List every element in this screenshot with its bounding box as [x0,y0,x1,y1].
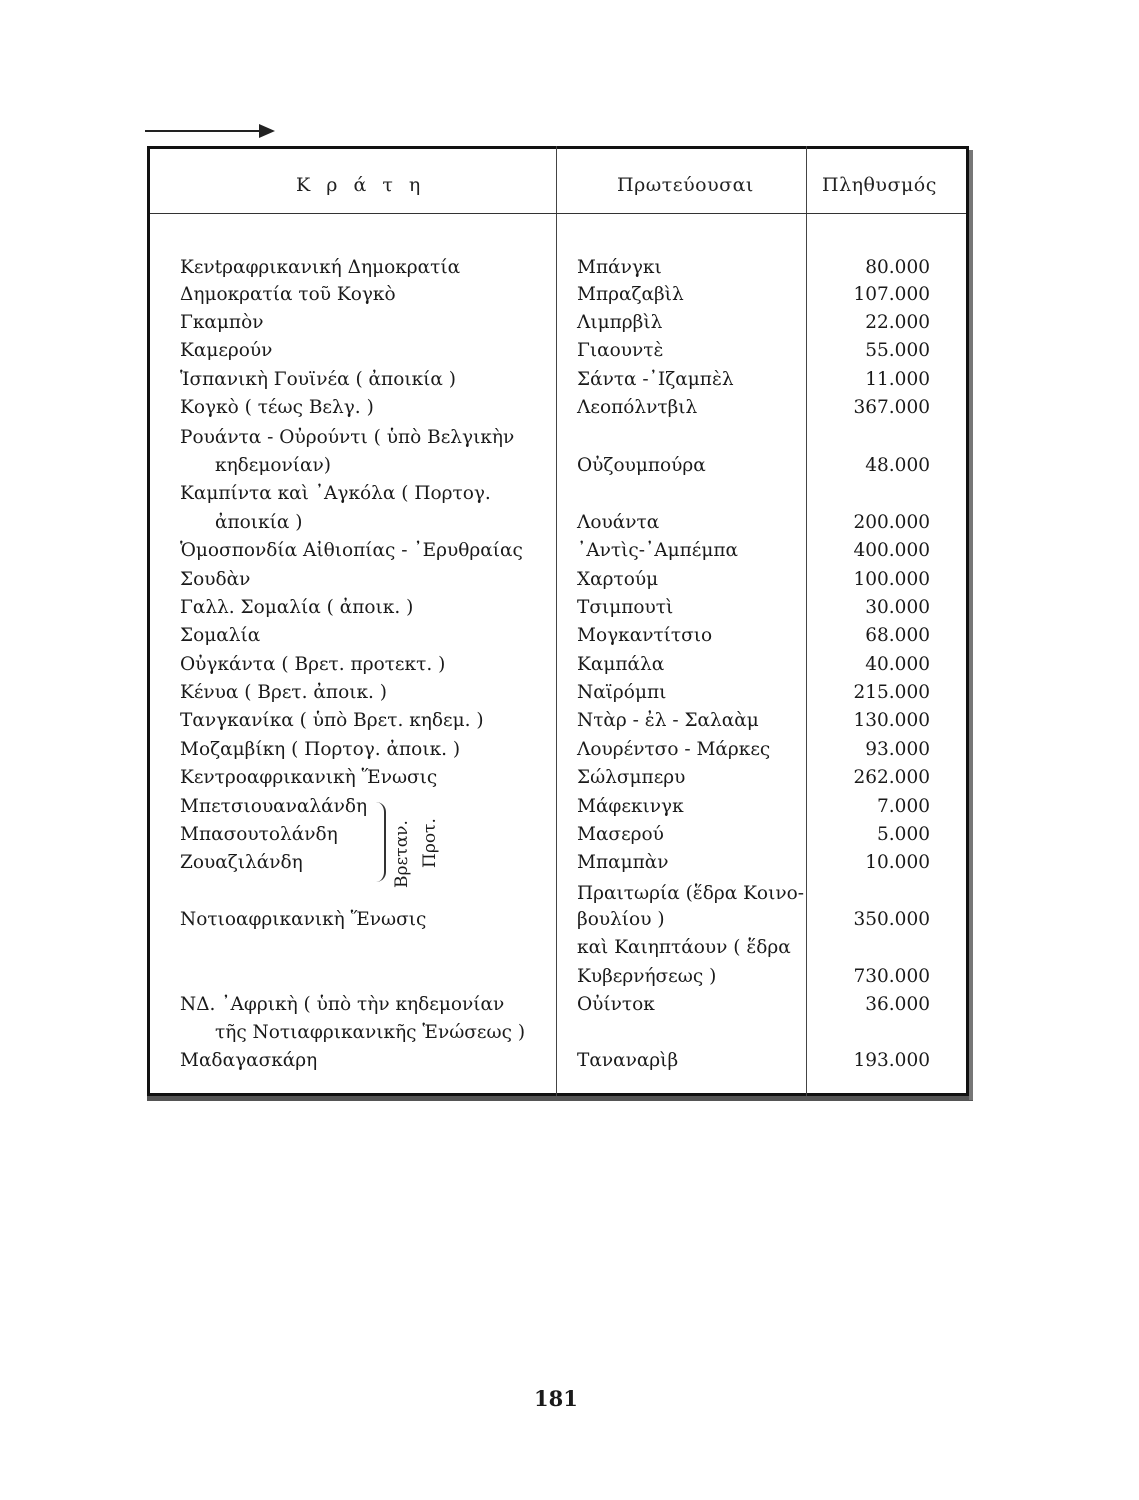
arrow-icon [145,124,275,138]
capital-cell: βουλίου ) [577,909,665,930]
table-row [0,651,1139,679]
table-row [0,906,1139,934]
state-cell: Καμερούν [180,340,273,361]
state-cell: ΝΔ. ᾿Αφρικὴ ( ὑπὸ τὴν κηδεμονίαν [180,994,505,1015]
table-row [0,679,1139,707]
population-cell: 100.000 [853,569,930,590]
state-cell: Σουδὰν [180,569,251,590]
capital-cell: Σώλσμπερυ [577,767,686,788]
state-cell: Καμπίντα καὶ ᾿Αγκόλα ( Πορτογ. [180,483,491,504]
state-cell: Γκαμπὸν [180,312,264,333]
population-cell: 7.000 [877,796,930,817]
capital-cell: Μασερού [577,824,664,845]
state-cell: ἀποικία ) [215,512,303,533]
population-cell: 193.000 [853,1050,930,1071]
population-cell: 130.000 [853,710,930,731]
table-row [0,594,1139,622]
state-cell: Ρουάντα - Οὐρούντι ( ὑπὸ Βελγικὴν [180,427,515,448]
table-row [0,480,1139,508]
table-row [0,537,1139,565]
population-cell: 107.000 [853,284,930,305]
population-cell: 215.000 [853,682,930,703]
state-cell: Ὁμοσπονδία Αἰθιοπίας - ᾿Ερυθραίας [180,540,523,561]
capital-cell: Λουάντα [577,512,660,533]
table-row [0,394,1139,422]
capital-cell: Ντὰρ - ἐλ - Σαλαὰμ [577,710,759,731]
state-cell: Τανγκανίκα ( ὑπὸ Βρετ. κηδεμ. ) [180,710,484,731]
capital-cell: Μπάνγκι [577,257,662,278]
table-row [0,366,1139,394]
state-cell: Κενtραφρικανική Δημοκρατία [180,257,461,278]
population-cell: 48.000 [865,455,930,476]
state-cell: Μπασουτολάνδη [180,824,338,845]
capital-cell: Μπαμπὰν [577,852,669,873]
table-row [0,254,1139,282]
capital-cell: ᾿Αντὶς-᾿Αμπέμπα [577,540,739,561]
state-cell: Σομαλία [180,625,261,646]
state-cell: Μοζαμβίκη ( Πορτογ. ἀποικ. ) [180,739,461,760]
table-row [0,566,1139,594]
state-cell: κηδεμονίαν) [215,455,331,476]
capital-cell: Οὐίντοκ [577,994,655,1015]
table-row [0,793,1139,821]
table-row [0,764,1139,792]
table-shadow-bottom [147,1096,973,1101]
capital-cell: Σάντα -᾿Ιζαμπὲλ [577,369,734,390]
capital-cell: Χαρτούμ [577,569,659,590]
capital-cell: Μογκαντίτσιο [577,625,713,646]
table-row [0,309,1139,337]
table-row [0,509,1139,537]
table-row [0,849,1139,877]
state-cell: Οὐγκάντα ( Βρετ. προτεκτ. ) [180,654,446,675]
header-states: Κ ρ ά τ η [296,174,426,196]
header-divider [150,213,966,214]
capital-cell: Μπραζαβὶλ [577,284,684,305]
header-population: Πληθυσμός [822,174,937,196]
state-cell: Μαδαγασκάρη [180,1050,318,1071]
population-cell: 68.000 [865,625,930,646]
population-cell: 93.000 [865,739,930,760]
capital-cell: Ταναναρὶβ [577,1050,679,1071]
capital-cell: Οὐζουμπούρα [577,455,706,476]
population-cell: 5.000 [877,824,930,845]
table-row [0,934,1139,962]
table-row [0,337,1139,365]
table-row [0,991,1139,1019]
population-cell: 11.000 [865,369,930,390]
capital-cell: Λεοπόλντβιλ [577,397,698,418]
table-row [0,821,1139,849]
table-row [0,736,1139,764]
table-row [0,424,1139,452]
state-cell: Δημοκρατία τοῦ Κογκὸ [180,284,396,305]
table-row [0,1047,1139,1075]
capital-cell: Τσιμπουτὶ [577,597,674,618]
brace-label-protectorate: Προτ. [420,818,440,868]
capital-cell: Γιαουντὲ [577,340,664,361]
population-cell: 55.000 [865,340,930,361]
header-capitals: Πρωτεύουσαι [617,174,754,196]
capital-cell: Πραιτωρία (ἕδρα Κοινο- [577,883,804,904]
brace-label-british: Βρεταν. [392,820,412,888]
table-row [0,281,1139,309]
state-cell: Μπετσιουαναλάνδη [180,796,368,817]
capital-cell: Κυβερνήσεως ) [577,966,717,987]
population-cell: 10.000 [865,852,930,873]
capital-cell: καὶ Καιηπτάουν ( ἕδρα [577,937,791,958]
state-cell: τῆς Νοτιαφρικανικῆς Ἑνώσεως ) [215,1022,526,1043]
population-cell: 262.000 [853,767,930,788]
state-cell: Ἱσπανικὴ Γουϊνέα ( ἀποικία ) [180,369,457,390]
population-cell: 80.000 [865,257,930,278]
population-cell: 36.000 [865,994,930,1015]
population-cell: 30.000 [865,597,930,618]
capital-cell: Λιμπρβὶλ [577,312,663,333]
page-number: 181 [534,1386,578,1411]
capital-cell: Λουρέντσο - Μάρκες [577,739,771,760]
state-cell: Νοτιοαφρικανικὴ Ἕνωσις [180,909,427,930]
capital-cell: Μάφεκινγκ [577,796,684,817]
state-cell: Κένυα ( Βρετ. ἀποικ. ) [180,682,388,703]
table-row [0,452,1139,480]
table-row [0,1019,1139,1047]
table-row [0,707,1139,735]
state-cell: Ζουαζιλάνδη [180,852,303,873]
population-cell: 22.000 [865,312,930,333]
population-cell: 200.000 [853,512,930,533]
table-row [0,963,1139,991]
population-cell: 400.000 [853,540,930,561]
bracket [370,802,386,882]
population-cell: 350.000 [853,909,930,930]
table-row [0,622,1139,650]
population-cell: 367.000 [853,397,930,418]
population-cell: 730.000 [853,966,930,987]
table-row [0,880,1139,908]
state-cell: Κεντροαφρικανικὴ Ἕνωσις [180,767,438,788]
capital-cell: Καμπάλα [577,654,665,675]
state-cell: Γαλλ. Σομαλία ( ἀποικ. ) [180,597,414,618]
capital-cell: Ναϊρόμπι [577,682,667,703]
state-cell: Κογκὸ ( τέως Βελγ. ) [180,397,374,418]
population-cell: 40.000 [865,654,930,675]
